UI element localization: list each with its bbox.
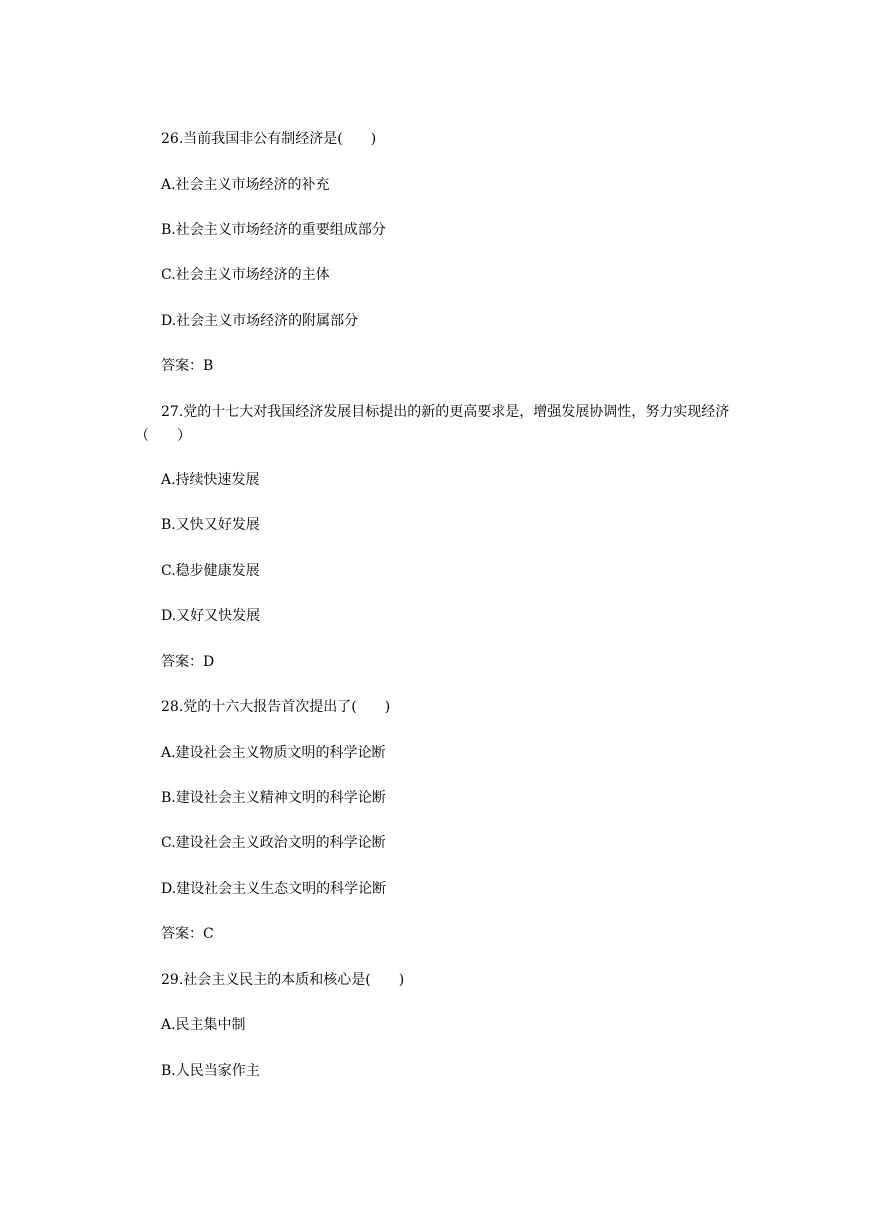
question-26-option-b: B.社会主义市场经济的重要组成部分: [161, 222, 386, 238]
question-28-stem: 28.党的十六大报告首次提出了( ): [161, 699, 391, 715]
question-27-option-c: C.稳步健康发展: [161, 563, 260, 579]
question-28-option-c: C.建设社会主义政治文明的科学论断: [161, 835, 386, 851]
question-26-answer: 答案：B: [161, 358, 214, 374]
question-26-option-a: A.社会主义市场经济的补充: [161, 177, 330, 193]
question-28-option-b: B.建设社会主义精神文明的科学论断: [161, 790, 386, 806]
question-28-answer: 答案：C: [161, 926, 214, 942]
question-28-option-d: D.建设社会主义生态文明的科学论断: [161, 881, 387, 897]
question-27-stem: 27.党的十七大对我国经济发展目标提出的新的更高要求是，增强发展协调性，努力实现经济（ ）: [135, 404, 730, 444]
question-27-answer: 答案：D: [161, 654, 215, 670]
question-29-option-b: B.人民当家作主: [161, 1063, 260, 1079]
question-29-option-a: A.民主集中制: [161, 1017, 246, 1033]
question-28-option-a: A.建设社会主义物质文明的科学论断: [161, 745, 386, 761]
question-26-option-d: D.社会主义市场经济的附属部分: [161, 313, 359, 329]
question-27-option-a: A.持续快速发展: [161, 472, 260, 488]
question-27-option-b: B.又快又好发展: [161, 517, 260, 533]
question-26-option-c: C.社会主义市场经济的主体: [161, 267, 330, 283]
question-27-option-d: D.又好又快发展: [161, 608, 261, 624]
question-26-stem: 26.当前我国非公有制经济是( ): [161, 131, 377, 147]
question-29-stem: 29.社会主义民主的本质和核心是( ): [161, 972, 405, 988]
